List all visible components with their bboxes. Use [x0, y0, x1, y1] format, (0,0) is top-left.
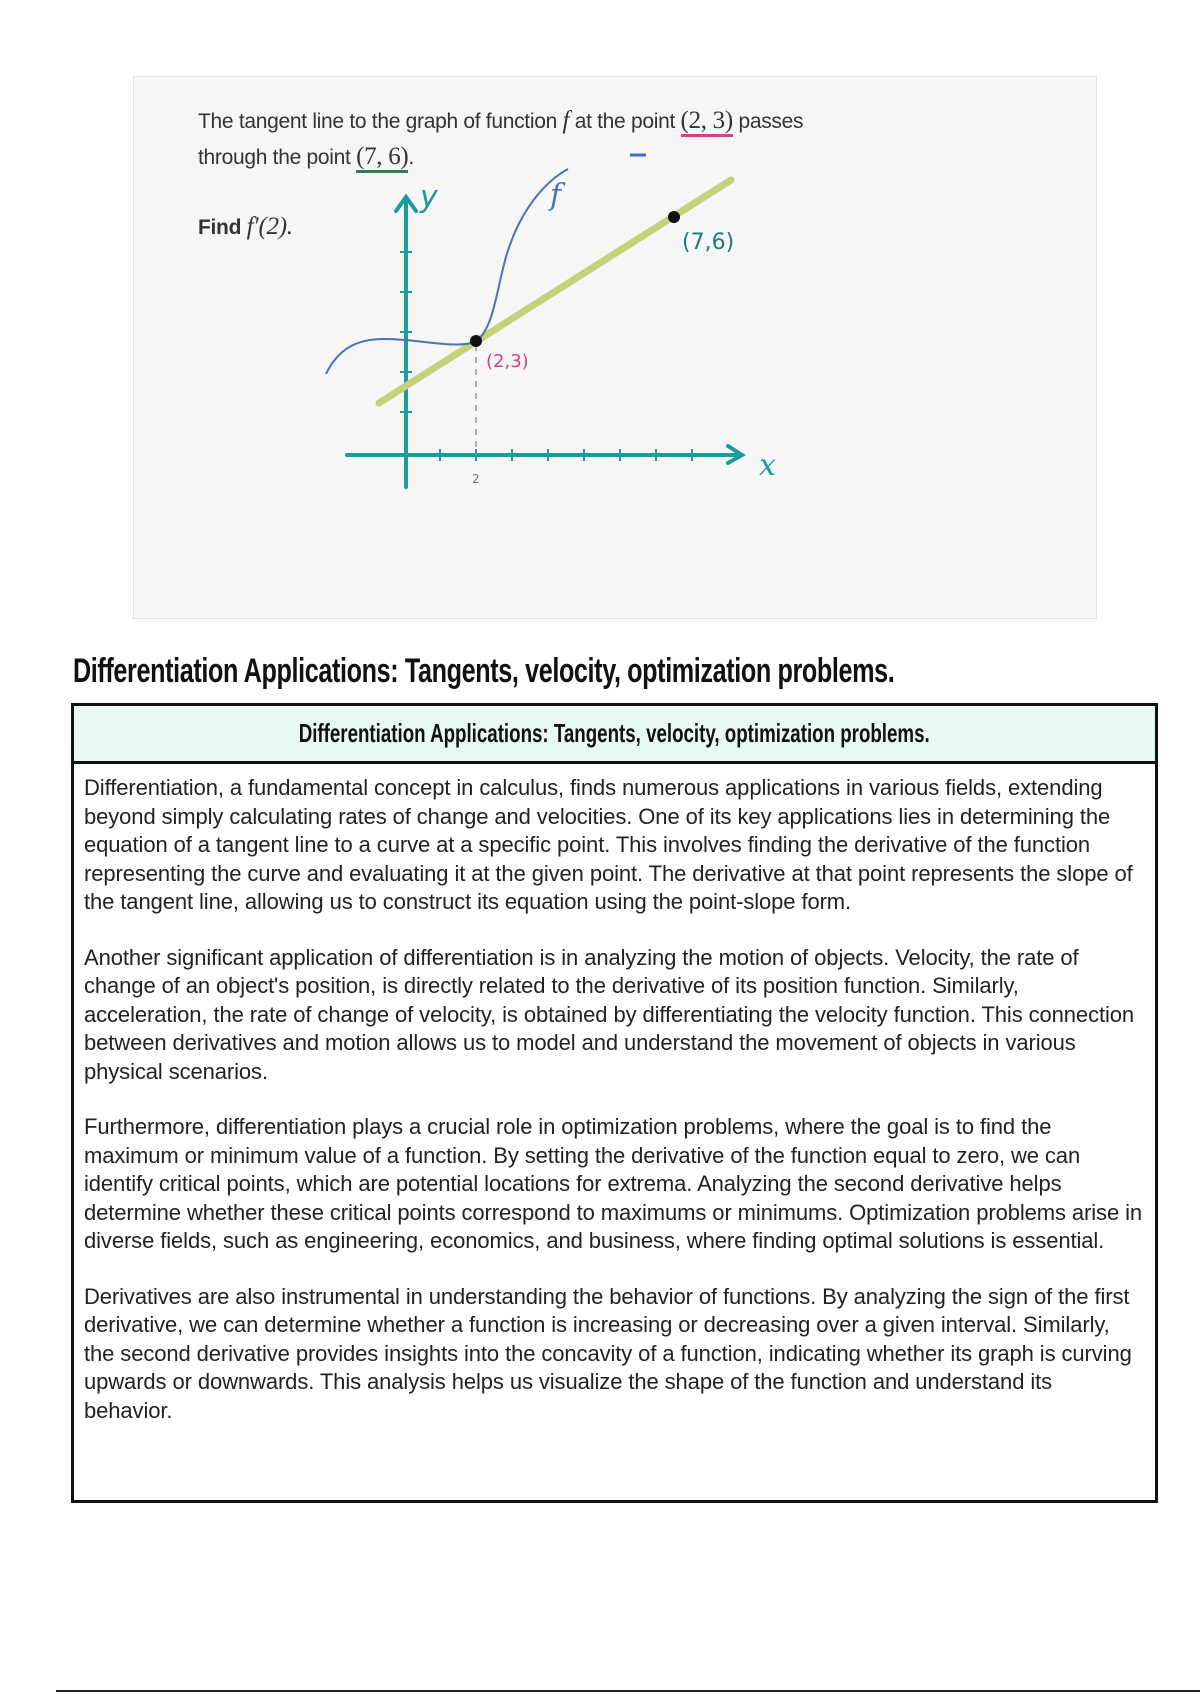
x-tick-label: 2 — [472, 472, 480, 486]
problem-text: through the point — [198, 146, 357, 169]
x-axis-label: x — [759, 448, 776, 483]
paragraph-tangents: Differentiation, a fundamental concept in calculus, finds numerous applications in various fields, extending beyond simply calculating rates of change and velocities. One of its key applications lies in determining the equation of a tangent line to a curve at a specific point. This involves finding the derivative of the function representing the curve and evaluating it at the given point. The derivative at that point represents the slope of the tangent line, allowing us to construct its equation using the point-slope form. — [84, 775, 1133, 914]
paragraph-behavior: Derivatives are also instrumental in understanding the behavior of functions. By analyzing the sign of the first derivative, we can determine whether a function is increasing or decreasing over a given interval. Similarly, the second derivative provides insights into the concavity of a function, indicating whether its graph is curving upwards or downwards. This analysis helps us visualize the shape of the function and understand its behavior. — [84, 1283, 1132, 1423]
find-expression: f′(2). — [246, 213, 293, 240]
table-header — [74, 706, 1155, 764]
f-label: f — [550, 178, 562, 213]
point-7-6 — [668, 211, 680, 223]
point-2-3-text: (2, 3) — [681, 107, 733, 137]
paragraph-velocity: Another significant application of differentiation is in analyzing the motion of objects. Velocity, the rate of change of an object's position, is directly related to the derivative of its position function. Similarly, acceleration, the rate of change of velocity, is obtained by differentiating the velocity function. This connection between derivatives and motion allows us to model and understand the movement of objects in various physical scenarios. — [84, 944, 1135, 1084]
table-body — [74, 764, 1155, 1425]
problem-text: at the point — [569, 110, 681, 133]
table-header-title: Differentiation Applications: Tangents, velocity, optimization problems. — [299, 718, 930, 748]
function-symbol: f — [562, 107, 570, 134]
point-a-label: (2,3) — [486, 351, 529, 372]
problem-line-2 — [198, 143, 414, 171]
point-2-3 — [470, 335, 482, 347]
footer-divider — [56, 1690, 1200, 1692]
find-label: Find — [198, 216, 247, 239]
page-heading: Differentiation Applications: Tangents, velocity, optimization problems. — [73, 652, 895, 690]
tangent-line-figure — [133, 76, 1097, 619]
content-table — [71, 703, 1158, 1503]
problem-text: The tangent line to the graph of function — [198, 110, 563, 133]
axis-ticks — [400, 252, 692, 461]
point-7-6-text: (7, 6) — [356, 143, 408, 173]
problem-line-1 — [198, 107, 803, 135]
y-axis-label: y — [420, 180, 438, 215]
problem-text: . — [408, 146, 414, 169]
function-curve — [326, 169, 568, 374]
find-prompt — [198, 213, 293, 241]
point-b-label: (7,6) — [682, 230, 735, 255]
problem-text: passes — [732, 110, 804, 133]
paragraph-optimization: Furthermore, differentiation plays a crucial role in optimization problems, where the goal is to find the maximum or minimum value of a function. By setting the derivative of the function equal to zero, we can identify critical points, which are potential locations for extrema. Analyzing the second derivative helps determine whether these critical points correspond to maximums or minimums. Optimization problems arise in diverse fields, such as engineering, economics, and business, where finding optimal solutions is essential. — [84, 1114, 1143, 1253]
